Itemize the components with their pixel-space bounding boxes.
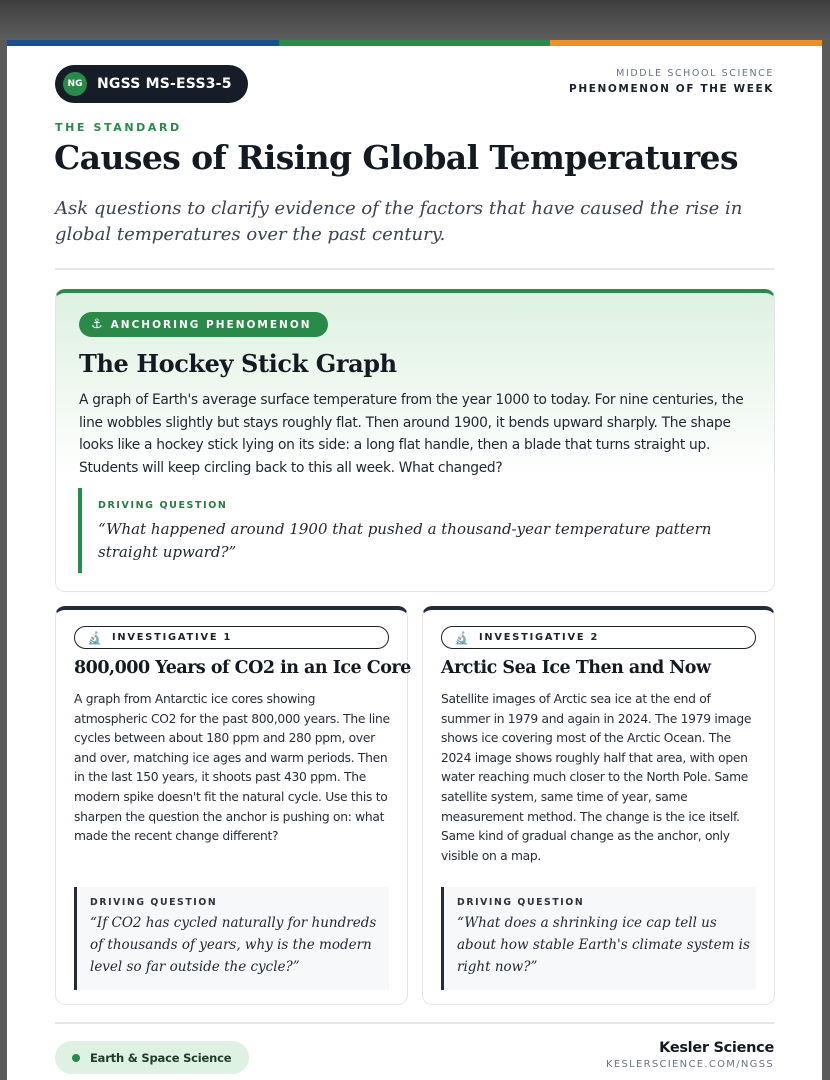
driving-question-text: “What happened around 1900 that pushed a thousand-year temperature pattern straight upward?” <box>98 520 712 561</box>
footer-divider <box>55 1022 774 1024</box>
anchoring-tag <box>79 312 328 337</box>
brand-name: Kesler Science <box>659 1040 774 1056</box>
investigative-title: 800,000 Years of CO2 in an Ice Core <box>74 658 411 678</box>
series-name: PHENOMENON OF THE WEEK <box>569 83 774 95</box>
microscope-icon: 🔬 <box>454 630 469 645</box>
stripe-green <box>279 40 551 46</box>
standard-code: NGSS MS-ESS3-5 <box>97 76 232 92</box>
window-backdrop <box>0 0 830 40</box>
driving-question-label: DRIVING QUESTION <box>90 897 218 908</box>
brand-block <box>606 1040 774 1070</box>
anchoring-tag-label: ANCHORING PHENOMENON <box>110 318 312 331</box>
ngss-badge-icon: NG <box>63 72 87 96</box>
anchor-icon: ⚓ <box>91 317 103 332</box>
investigative-card-2 <box>422 606 775 1005</box>
discipline-pill <box>55 1041 249 1074</box>
driving-question-text: “What does a shrinking ice cap tell us about how stable Earth's climate system is right now?” <box>457 915 750 975</box>
page-header <box>55 60 774 108</box>
investigative-body: A graph from Antarctic ice cores showing atmospheric CO2 for the past 800,000 years. The line cycles between about 180 ppm and 280 ppm, over and over, matching ice ages and warm periods. Then in the last 150 years, it shoots past 430 ppm. The modern spike doesn't fit the natural cycle. Use this to sharpen the question the anchor is pushing on: what made the recent change different? <box>74 692 390 844</box>
investigative-tag-label: INVESTIGATIVE 2 <box>478 632 600 643</box>
anchor-title: The Hockey Stick Graph <box>79 349 397 378</box>
brand-url[interactable]: KESLERSCIENCE.COM/NGSS <box>606 1059 774 1070</box>
investigative-body: Satellite images of Arctic sea ice at the end of summer in 1979 and again in 2024. The 1979 image shows ice covering most of the Arctic Ocean. The 2024 image shows roughly half that area, with open water reaching much closer to the North Pole. Same satellite system, same time of year, same measurement method. The change is the ice itself. Same kind of gradual change as the anchor, only visible on a map. <box>441 692 752 863</box>
anchor-body: A graph of Earth's average surface temperature from the year 1000 to today. For nine centuries, the line wobbles slightly but stays roughly flat. Then around 1900, it bends upward sharply. The shape looks like a hockey stick lying on its side: a long flat handle, then a blade that turns straight up. Students will keep circling back to this all week. What changed? <box>79 392 744 476</box>
stripe-navy <box>7 40 279 46</box>
standard-code-pill <box>55 65 248 103</box>
driving-question-label: DRIVING QUESTION <box>457 897 585 908</box>
microscope-icon: 🔬 <box>87 630 102 645</box>
discipline-dot-icon <box>72 1054 80 1062</box>
investigative-driving-question <box>74 887 389 990</box>
driving-question-label: DRIVING QUESTION <box>98 500 228 511</box>
investigative-card-1 <box>55 606 411 1005</box>
investigative-title: Arctic Sea Ice Then and Now <box>441 658 711 678</box>
investigative-driving-question <box>441 887 756 990</box>
investigative-tag-label: INVESTIGATIVE 1 <box>111 632 233 643</box>
investigative-tag <box>441 626 756 649</box>
grade-level: MIDDLE SCHOOL SCIENCE <box>616 68 774 79</box>
page-title: Causes of Rising Global Temperatures <box>54 138 738 177</box>
worksheet-page <box>7 40 822 1080</box>
driving-question-text: “If CO2 has cycled naturally for hundreds of thousands of years, why is the modern level so far outside the cycle?” <box>90 915 377 975</box>
anchoring-phenomenon-card <box>55 289 775 592</box>
header-meta <box>569 68 774 95</box>
divider <box>55 268 774 270</box>
stripe-orange <box>550 40 822 46</box>
investigative-tag <box>74 626 389 649</box>
discipline-label: Earth & Space Science <box>90 1050 232 1065</box>
standard-kicker: THE STANDARD <box>55 121 182 134</box>
color-stripe <box>7 40 822 46</box>
page-subtitle: Ask questions to clarify evidence of the factors that have caused the rise in global temperatures over the past century. <box>55 198 743 245</box>
anchor-driving-question <box>78 488 738 573</box>
